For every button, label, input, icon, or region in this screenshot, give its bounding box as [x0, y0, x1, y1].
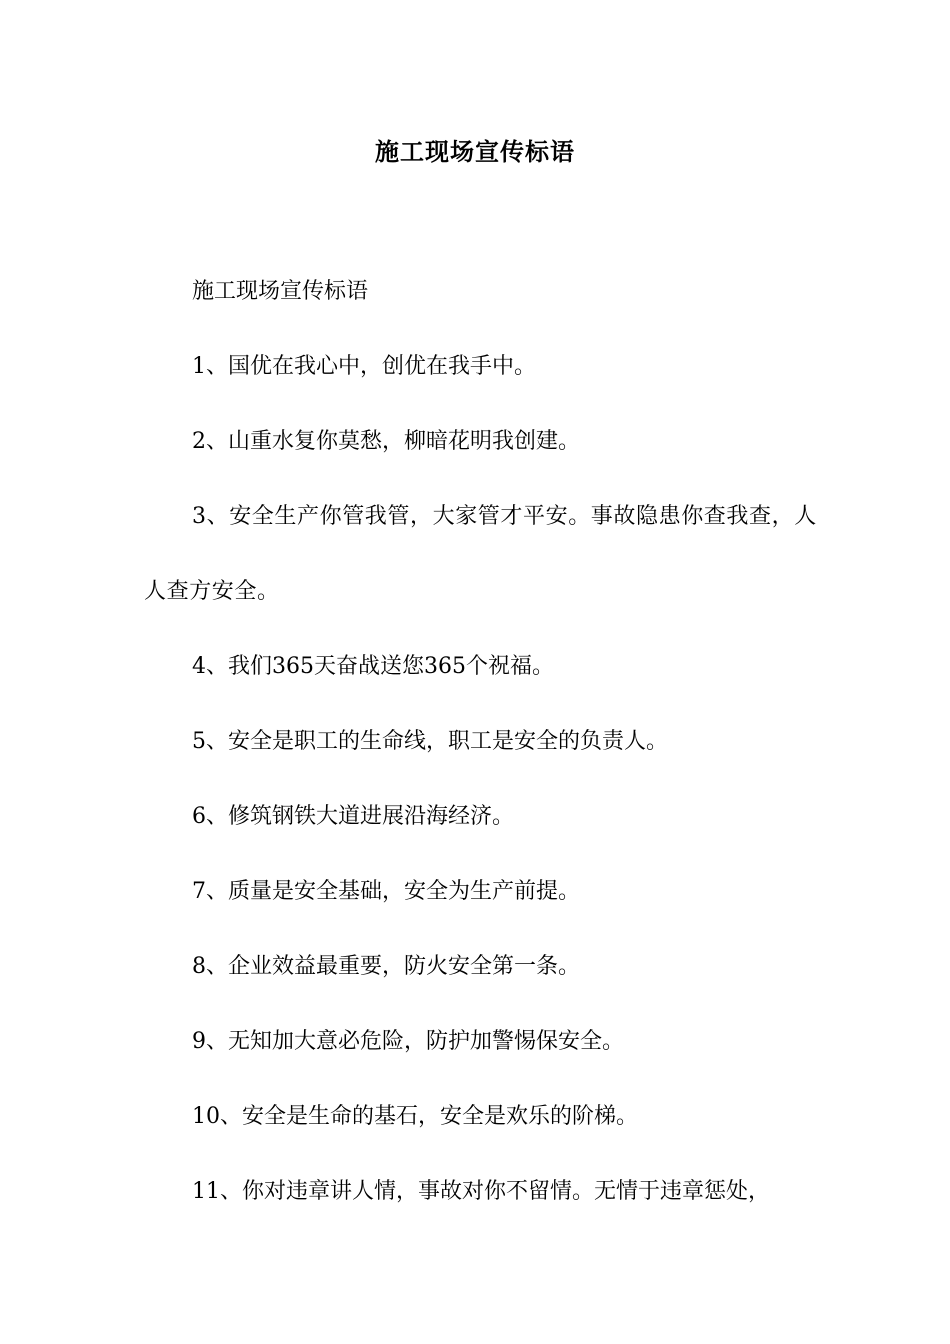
slogan-item: 4、我们365天奋战送您365个祝福。	[192, 654, 554, 679]
document-body	[144, 254, 828, 1229]
slogan-item: 5、安全是职工的生命线，职工是安全的负责人。	[192, 729, 668, 754]
slogan-item: 9、无知加大意必危险，防护加警惕保安全。	[192, 1029, 624, 1054]
document-title: 施工现场宣传标语	[375, 137, 575, 166]
slogan-item: 2、山重水复你莫愁，柳暗花明我创建。	[192, 429, 580, 454]
slogan-item: 11、你对违章讲人情，事故对你不留情。无情于违章惩处，	[192, 1179, 770, 1204]
paragraph-heading: 施工现场宣传标语	[192, 279, 369, 304]
slogan-item: 7、质量是安全基础，安全为生产前提。	[192, 879, 580, 904]
slogan-item: 6、修筑钢铁大道进展沿海经济。	[192, 804, 514, 829]
slogan-item: 1、国优在我心中，创优在我手中。	[192, 354, 536, 379]
slogan-item: 3、安全生产你管我管，大家管才平安。事故隐患你查我查，人人查方安全。	[144, 504, 817, 604]
slogan-item: 10、安全是生命的基石，安全是欢乐的阶梯。	[192, 1104, 638, 1129]
slogan-item: 8、企业效益最重要，防火安全第一条。	[192, 954, 580, 979]
